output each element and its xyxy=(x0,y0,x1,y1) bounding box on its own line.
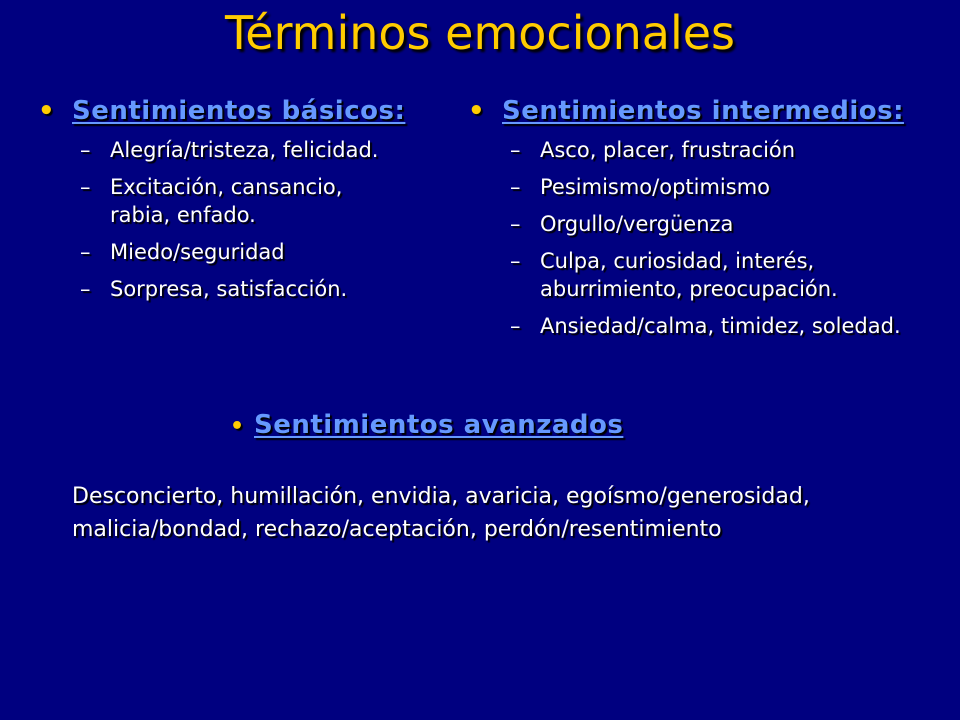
list-item-text: Alegría/tristeza, felicidad. xyxy=(110,138,379,162)
advanced-feelings-text: Desconcierto, humillación, envidia, avaricia, egoísmo/generosidad, malicia/bondad, rechazo/aceptación, perdón/resentimiento xyxy=(72,484,810,542)
list-item-text: Excitación, cansancio, rabia, enfado. xyxy=(110,175,343,227)
bullet-icon: • xyxy=(468,96,485,126)
dash-icon: – xyxy=(510,138,521,162)
intermediate-feelings-column xyxy=(468,96,958,349)
list-item-text: Ansiedad/calma, timidez, soledad. xyxy=(540,314,901,338)
intermediate-feelings-list xyxy=(468,136,958,340)
basic-feelings-list xyxy=(38,136,448,303)
dash-icon: – xyxy=(80,277,91,301)
list-item xyxy=(510,136,958,164)
bullet-icon: • xyxy=(38,96,55,126)
list-item-text: Asco, placer, frustración xyxy=(540,138,796,162)
dash-icon: – xyxy=(80,138,91,162)
dash-icon: – xyxy=(80,240,91,264)
dash-icon: – xyxy=(510,314,521,338)
list-item-text: Sorpresa, satisfacción. xyxy=(110,277,348,301)
intermediate-feelings-heading-row xyxy=(468,96,958,126)
list-item-text: Orgullo/vergüenza xyxy=(540,212,734,236)
list-item xyxy=(510,247,958,303)
list-item-text: Pesimismo/optimismo xyxy=(540,175,771,199)
dash-icon: – xyxy=(510,249,521,273)
basic-feelings-link[interactable]: Sentimientos básicos: xyxy=(72,96,406,126)
dash-icon: – xyxy=(80,175,91,199)
list-item xyxy=(80,173,448,229)
dash-icon: – xyxy=(510,175,521,199)
list-item xyxy=(510,173,958,201)
list-item xyxy=(510,312,958,340)
slide-title: Términos emocionales xyxy=(224,6,736,60)
basic-feelings-heading-row xyxy=(38,96,448,126)
intermediate-feelings-link[interactable]: Sentimientos intermedios: xyxy=(502,96,904,126)
list-item xyxy=(80,136,448,164)
list-item xyxy=(80,275,448,303)
list-item-text: Culpa, curiosidad, interés, aburrimiento, preocupación. xyxy=(540,249,838,301)
advanced-feelings-heading-row xyxy=(230,410,623,440)
list-item-text: Miedo/seguridad xyxy=(110,240,285,264)
dash-icon: – xyxy=(510,212,521,236)
list-item xyxy=(80,238,448,266)
basic-feelings-column xyxy=(38,96,448,312)
advanced-feelings-link[interactable]: Sentimientos avanzados xyxy=(254,410,624,440)
list-item xyxy=(510,210,958,238)
bullet-icon: • xyxy=(230,414,245,439)
